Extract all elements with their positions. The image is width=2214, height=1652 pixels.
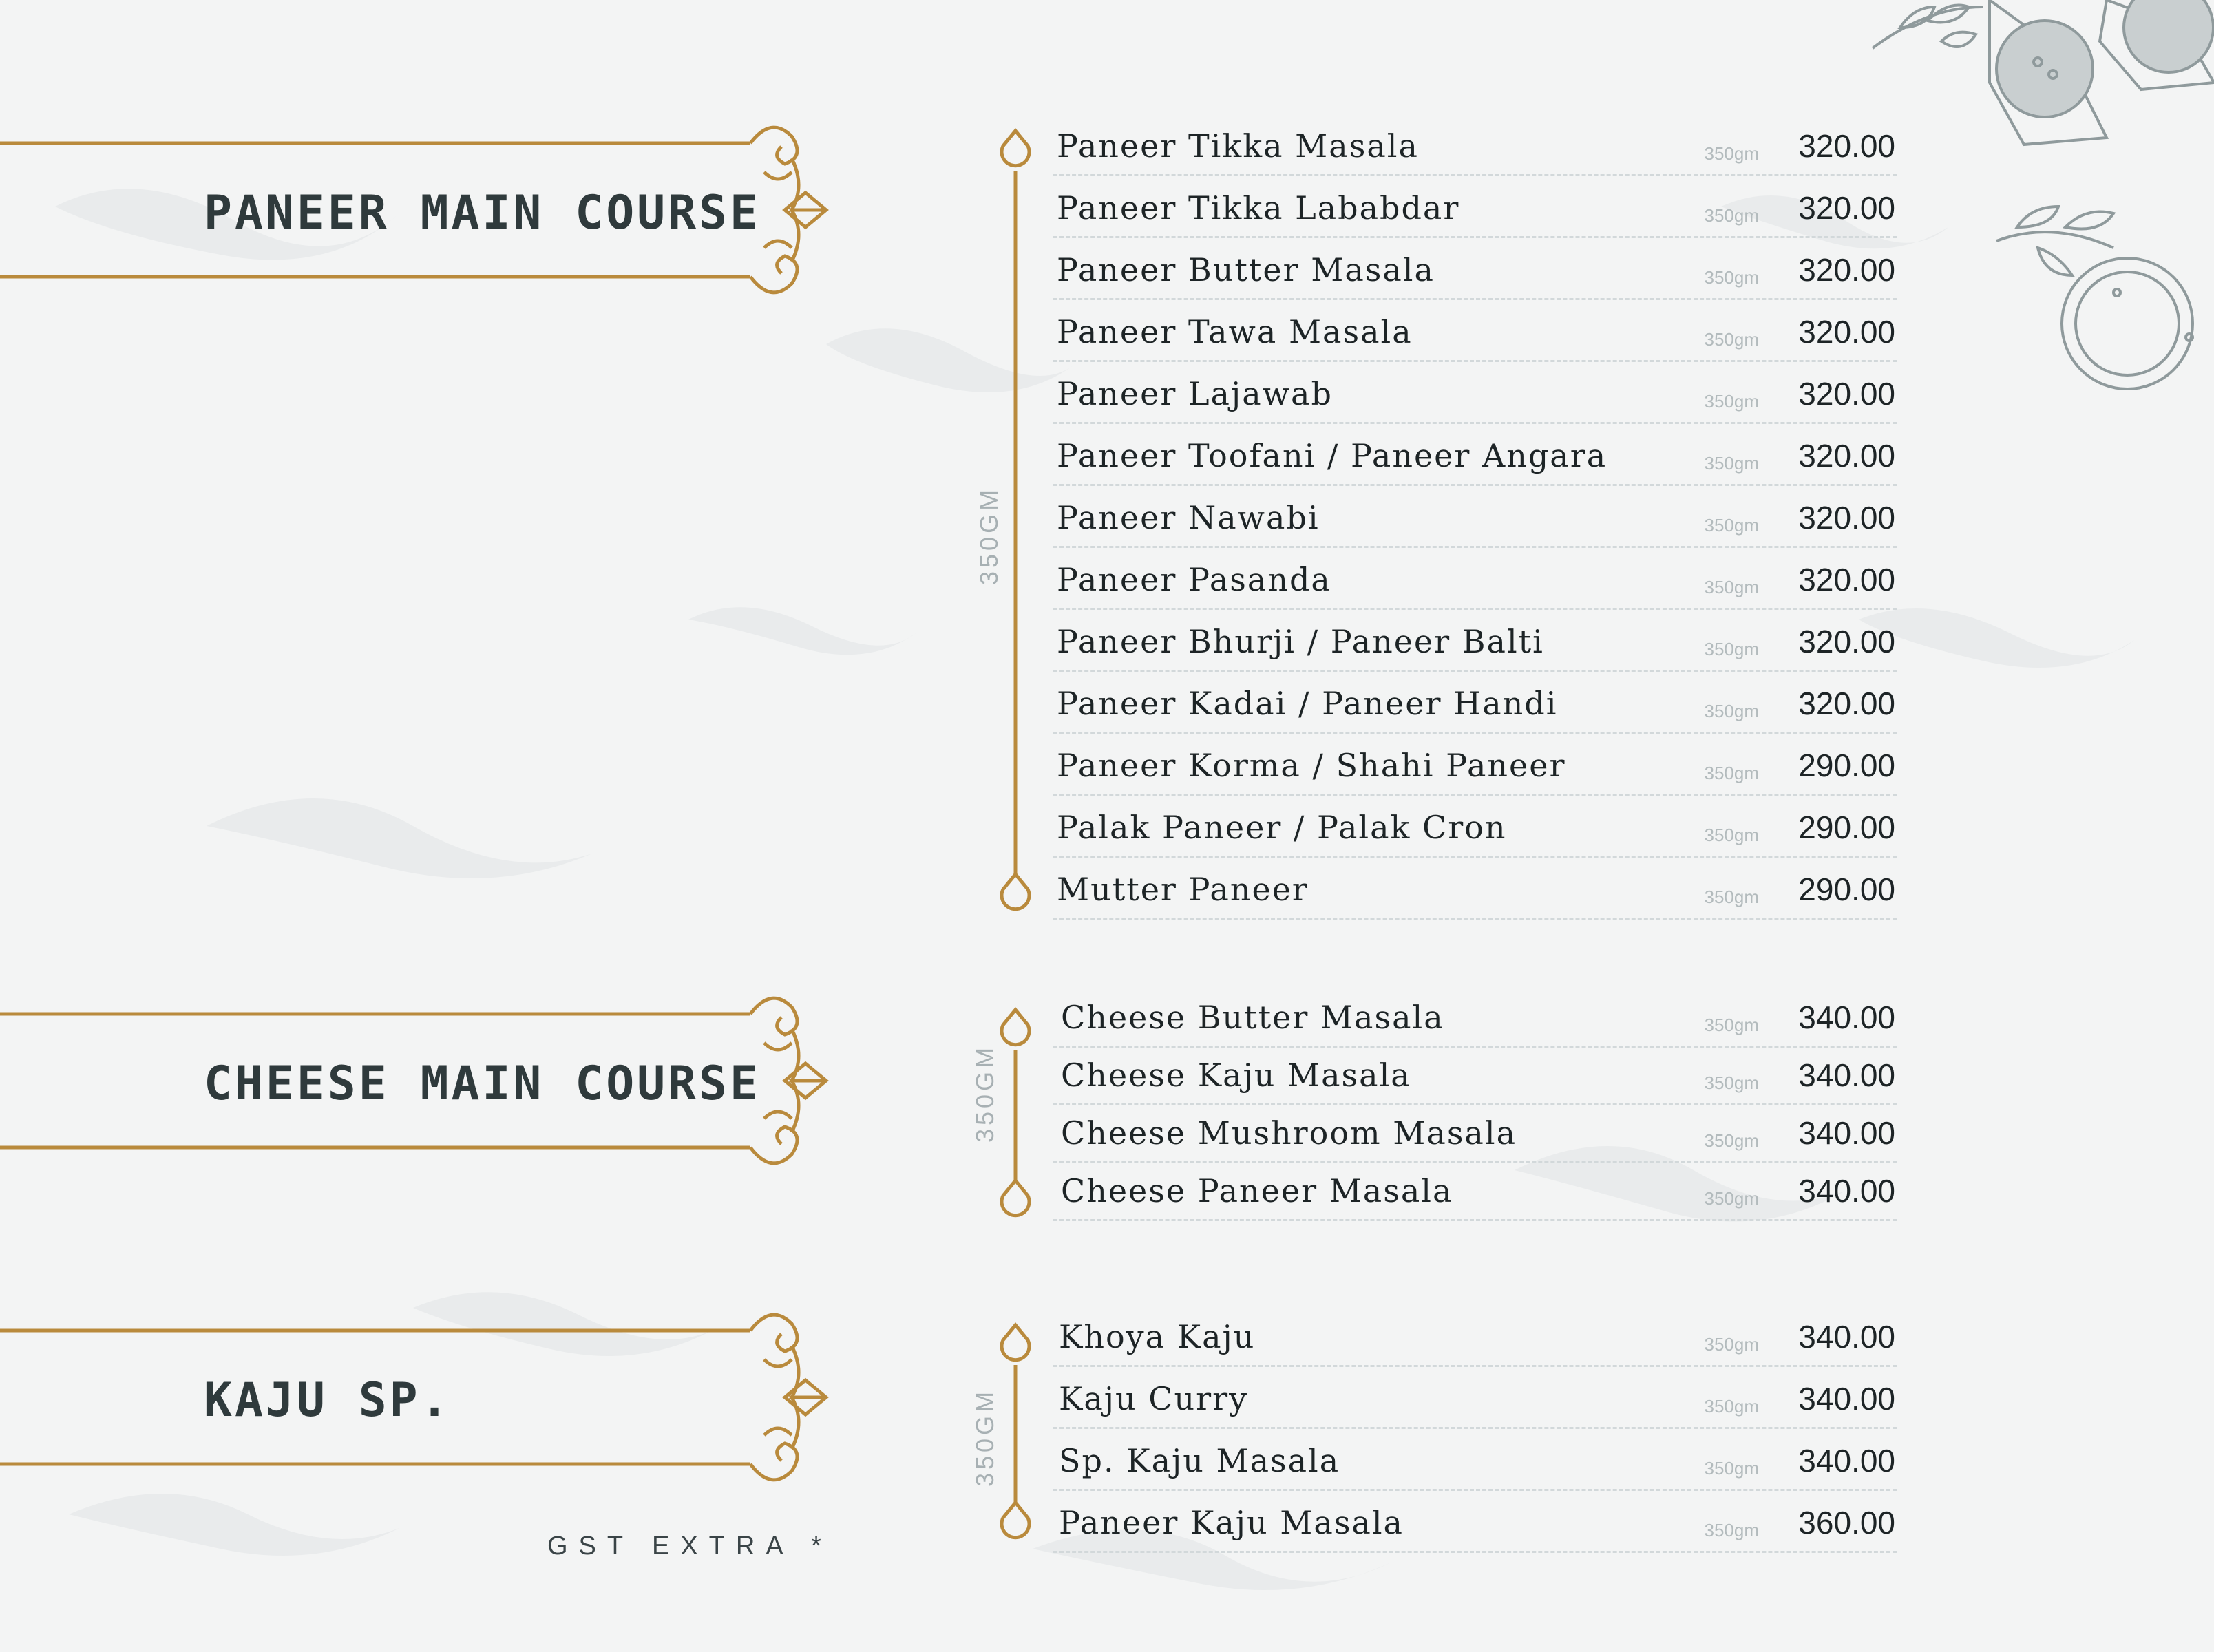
item-name: Cheese Mushroom Masala	[1061, 1114, 1517, 1152]
item-name: Cheese Kaju Masala	[1061, 1057, 1411, 1094]
item-price: 340.00	[1798, 1381, 1895, 1417]
item-name: Palak Paneer / Palak Cron	[1057, 809, 1507, 846]
item-price: 320.00	[1798, 252, 1895, 288]
menu-item	[1053, 362, 1897, 424]
item-list-paneer	[1053, 114, 1897, 923]
item-name: Mutter Paneer	[1057, 871, 1309, 908]
menu-item	[1053, 1367, 1897, 1429]
item-weight: 350gm	[1704, 701, 1759, 721]
item-name: Cheese Paneer Masala	[1061, 1172, 1453, 1209]
item-weight: 350gm	[1704, 329, 1759, 350]
item-weight: 350gm	[1704, 267, 1759, 288]
menu-item	[1053, 114, 1897, 176]
section-title-paneer: PANEER MAIN COURSE	[204, 186, 761, 240]
menu-item	[1053, 424, 1897, 486]
menu-item	[1053, 238, 1897, 300]
side-label-cheese: 350GM	[971, 1044, 999, 1143]
menu-item	[1053, 734, 1897, 796]
section-banner-paneer	[0, 117, 840, 310]
item-name: Paneer Tikka Lababdar	[1057, 189, 1460, 226]
item-price: 320.00	[1798, 128, 1895, 164]
menu-item	[1053, 1105, 1897, 1163]
item-price: 360.00	[1798, 1505, 1895, 1540]
item-price: 340.00	[1798, 1319, 1895, 1355]
item-price: 290.00	[1798, 748, 1895, 783]
section-banner-kaju	[0, 1304, 840, 1497]
item-weight: 350gm	[1704, 515, 1759, 536]
item-price: 290.00	[1798, 871, 1895, 907]
item-weight: 350gm	[1704, 143, 1759, 164]
section-banner-cheese	[0, 988, 840, 1180]
item-weight: 350gm	[1704, 1458, 1759, 1479]
item-name: Paneer Bhurji / Paneer Balti	[1057, 623, 1544, 660]
side-label-kaju: 350GM	[971, 1388, 999, 1487]
item-name: Paneer Toofani / Paneer Angara	[1057, 437, 1607, 474]
item-price: 320.00	[1798, 686, 1895, 721]
item-name: Paneer Korma / Shahi Paneer	[1057, 747, 1566, 784]
plates-and-leaves-illustration-icon	[1859, 0, 2214, 413]
item-name: Paneer Nawabi	[1057, 499, 1320, 536]
item-weight: 350gm	[1704, 639, 1759, 659]
item-name: Paneer Kadai / Paneer Handi	[1057, 685, 1558, 722]
item-weight: 350gm	[1704, 453, 1759, 474]
item-weight: 350gm	[1704, 1072, 1759, 1093]
item-list-kaju	[1053, 1305, 1897, 1553]
item-name: Cheese Butter Masala	[1061, 999, 1444, 1036]
menu-item	[1053, 300, 1897, 362]
item-weight: 350gm	[1704, 1188, 1759, 1209]
item-price: 340.00	[1798, 1057, 1895, 1093]
menu-item	[1053, 858, 1897, 920]
menu-item	[1053, 990, 1897, 1048]
item-price: 320.00	[1798, 500, 1895, 536]
item-name: Paneer Tawa Masala	[1057, 313, 1413, 350]
item-price: 320.00	[1798, 190, 1895, 226]
item-weight: 350gm	[1704, 825, 1759, 845]
item-price: 340.00	[1798, 1173, 1895, 1209]
item-name: Paneer Tikka Masala	[1057, 127, 1419, 165]
item-price: 290.00	[1798, 809, 1895, 845]
menu-item	[1053, 176, 1897, 238]
item-weight: 350gm	[1704, 577, 1759, 597]
side-label-paneer: 350GM	[975, 486, 1003, 585]
menu-item	[1053, 1429, 1897, 1491]
item-weight: 350gm	[1704, 1015, 1759, 1035]
item-weight: 350gm	[1704, 205, 1759, 226]
item-price: 320.00	[1798, 376, 1895, 412]
item-weight: 350gm	[1704, 1520, 1759, 1540]
item-weight: 350gm	[1704, 887, 1759, 907]
menu-item	[1053, 1163, 1897, 1221]
item-name: Sp. Kaju Masala	[1059, 1442, 1340, 1479]
item-name: Kaju Curry	[1059, 1380, 1249, 1417]
item-weight: 350gm	[1704, 1334, 1759, 1355]
item-weight: 350gm	[1704, 1396, 1759, 1417]
item-weight: 350gm	[1704, 391, 1759, 412]
item-price: 340.00	[1798, 1115, 1895, 1151]
item-price: 340.00	[1798, 1443, 1895, 1479]
item-price: 320.00	[1798, 624, 1895, 659]
item-price: 340.00	[1798, 999, 1895, 1035]
item-list-cheese	[1053, 990, 1897, 1221]
menu-item	[1053, 796, 1897, 858]
item-price: 320.00	[1798, 562, 1895, 597]
menu-item	[1053, 672, 1897, 734]
gst-note: GST EXTRA *	[547, 1532, 832, 1560]
item-name: Khoya Kaju	[1059, 1318, 1256, 1355]
menu-item	[1053, 1305, 1897, 1367]
item-weight: 350gm	[1704, 1130, 1759, 1151]
item-name: Paneer Pasanda	[1057, 561, 1331, 598]
section-title-cheese: CHEESE MAIN COURSE	[204, 1057, 761, 1111]
menu-item	[1053, 610, 1897, 672]
item-weight: 350gm	[1704, 763, 1759, 783]
item-price: 320.00	[1798, 438, 1895, 474]
item-name: Paneer Kaju Masala	[1059, 1504, 1404, 1541]
menu-item	[1053, 486, 1897, 548]
menu-item	[1053, 1491, 1897, 1553]
menu-item	[1053, 1048, 1897, 1105]
item-name: Paneer Lajawab	[1057, 375, 1333, 412]
section-title-kaju: KAJU SP.	[204, 1373, 452, 1428]
menu-item	[1053, 548, 1897, 610]
item-name: Paneer Butter Masala	[1057, 251, 1435, 288]
item-price: 320.00	[1798, 314, 1895, 350]
